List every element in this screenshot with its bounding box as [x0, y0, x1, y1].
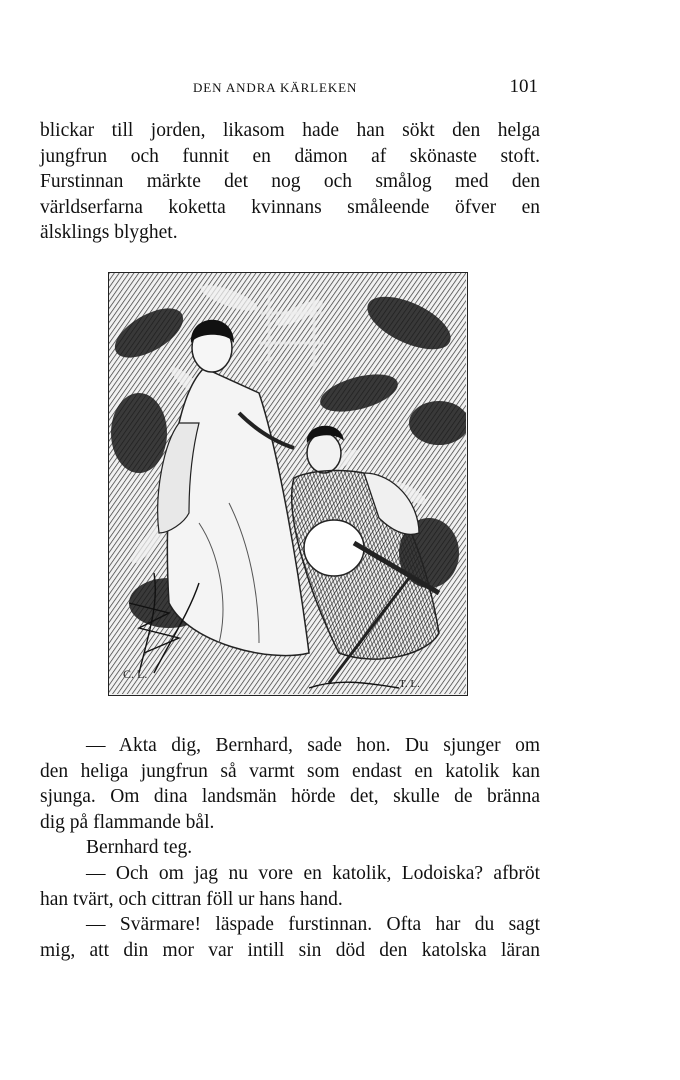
text-line: mig, att din mor var intill sin död den katolska läran — [40, 939, 540, 961]
text-line: älsklings blyghet. — [40, 222, 178, 244]
text-line: dig på flammande bål. — [40, 811, 215, 833]
cittern-body — [304, 520, 364, 576]
text-line: världserfarna koketta kvinnans småleende öfver en — [40, 196, 540, 218]
running-title: DEN ANDRA KÄRLEKEN — [193, 80, 358, 95]
text-line: — Svärmare! läspade furstinnan. Ofta har du sagt — [86, 914, 540, 936]
paragraph-top — [40, 118, 540, 246]
text-line: blickar till jorden, likasom hade han sökt den helga — [40, 120, 540, 141]
text-line: sjunga. Om dina landsmän hörde det, skulle de bränna — [40, 786, 540, 808]
engraving-illustration — [108, 272, 468, 696]
text-line: Furstinnan märkte det nog och smålog med den — [40, 171, 540, 193]
text-line: Bernhard teg. — [86, 837, 193, 859]
running-header — [40, 78, 540, 102]
engraving-drawing — [109, 273, 466, 694]
text-line: — Och om jag nu vore en katolik, Lodoiska? afbröt — [86, 862, 540, 884]
text-line: jungfrun och funnit en dämon af skönaste stoft. — [40, 145, 540, 167]
page-number: 101 — [509, 76, 538, 97]
text-line: den heliga jungfrun så varmt som endast en katolik kan — [40, 760, 540, 782]
signature-right: T. L. — [399, 678, 420, 690]
paragraph-bottom — [40, 733, 540, 963]
text-line: — Akta dig, Bernhard, sade hon. Du sjunger om — [86, 735, 540, 756]
signature-left: C. L. — [123, 667, 148, 681]
text-line: han tvärt, och cittran föll ur hans hand. — [40, 888, 343, 910]
